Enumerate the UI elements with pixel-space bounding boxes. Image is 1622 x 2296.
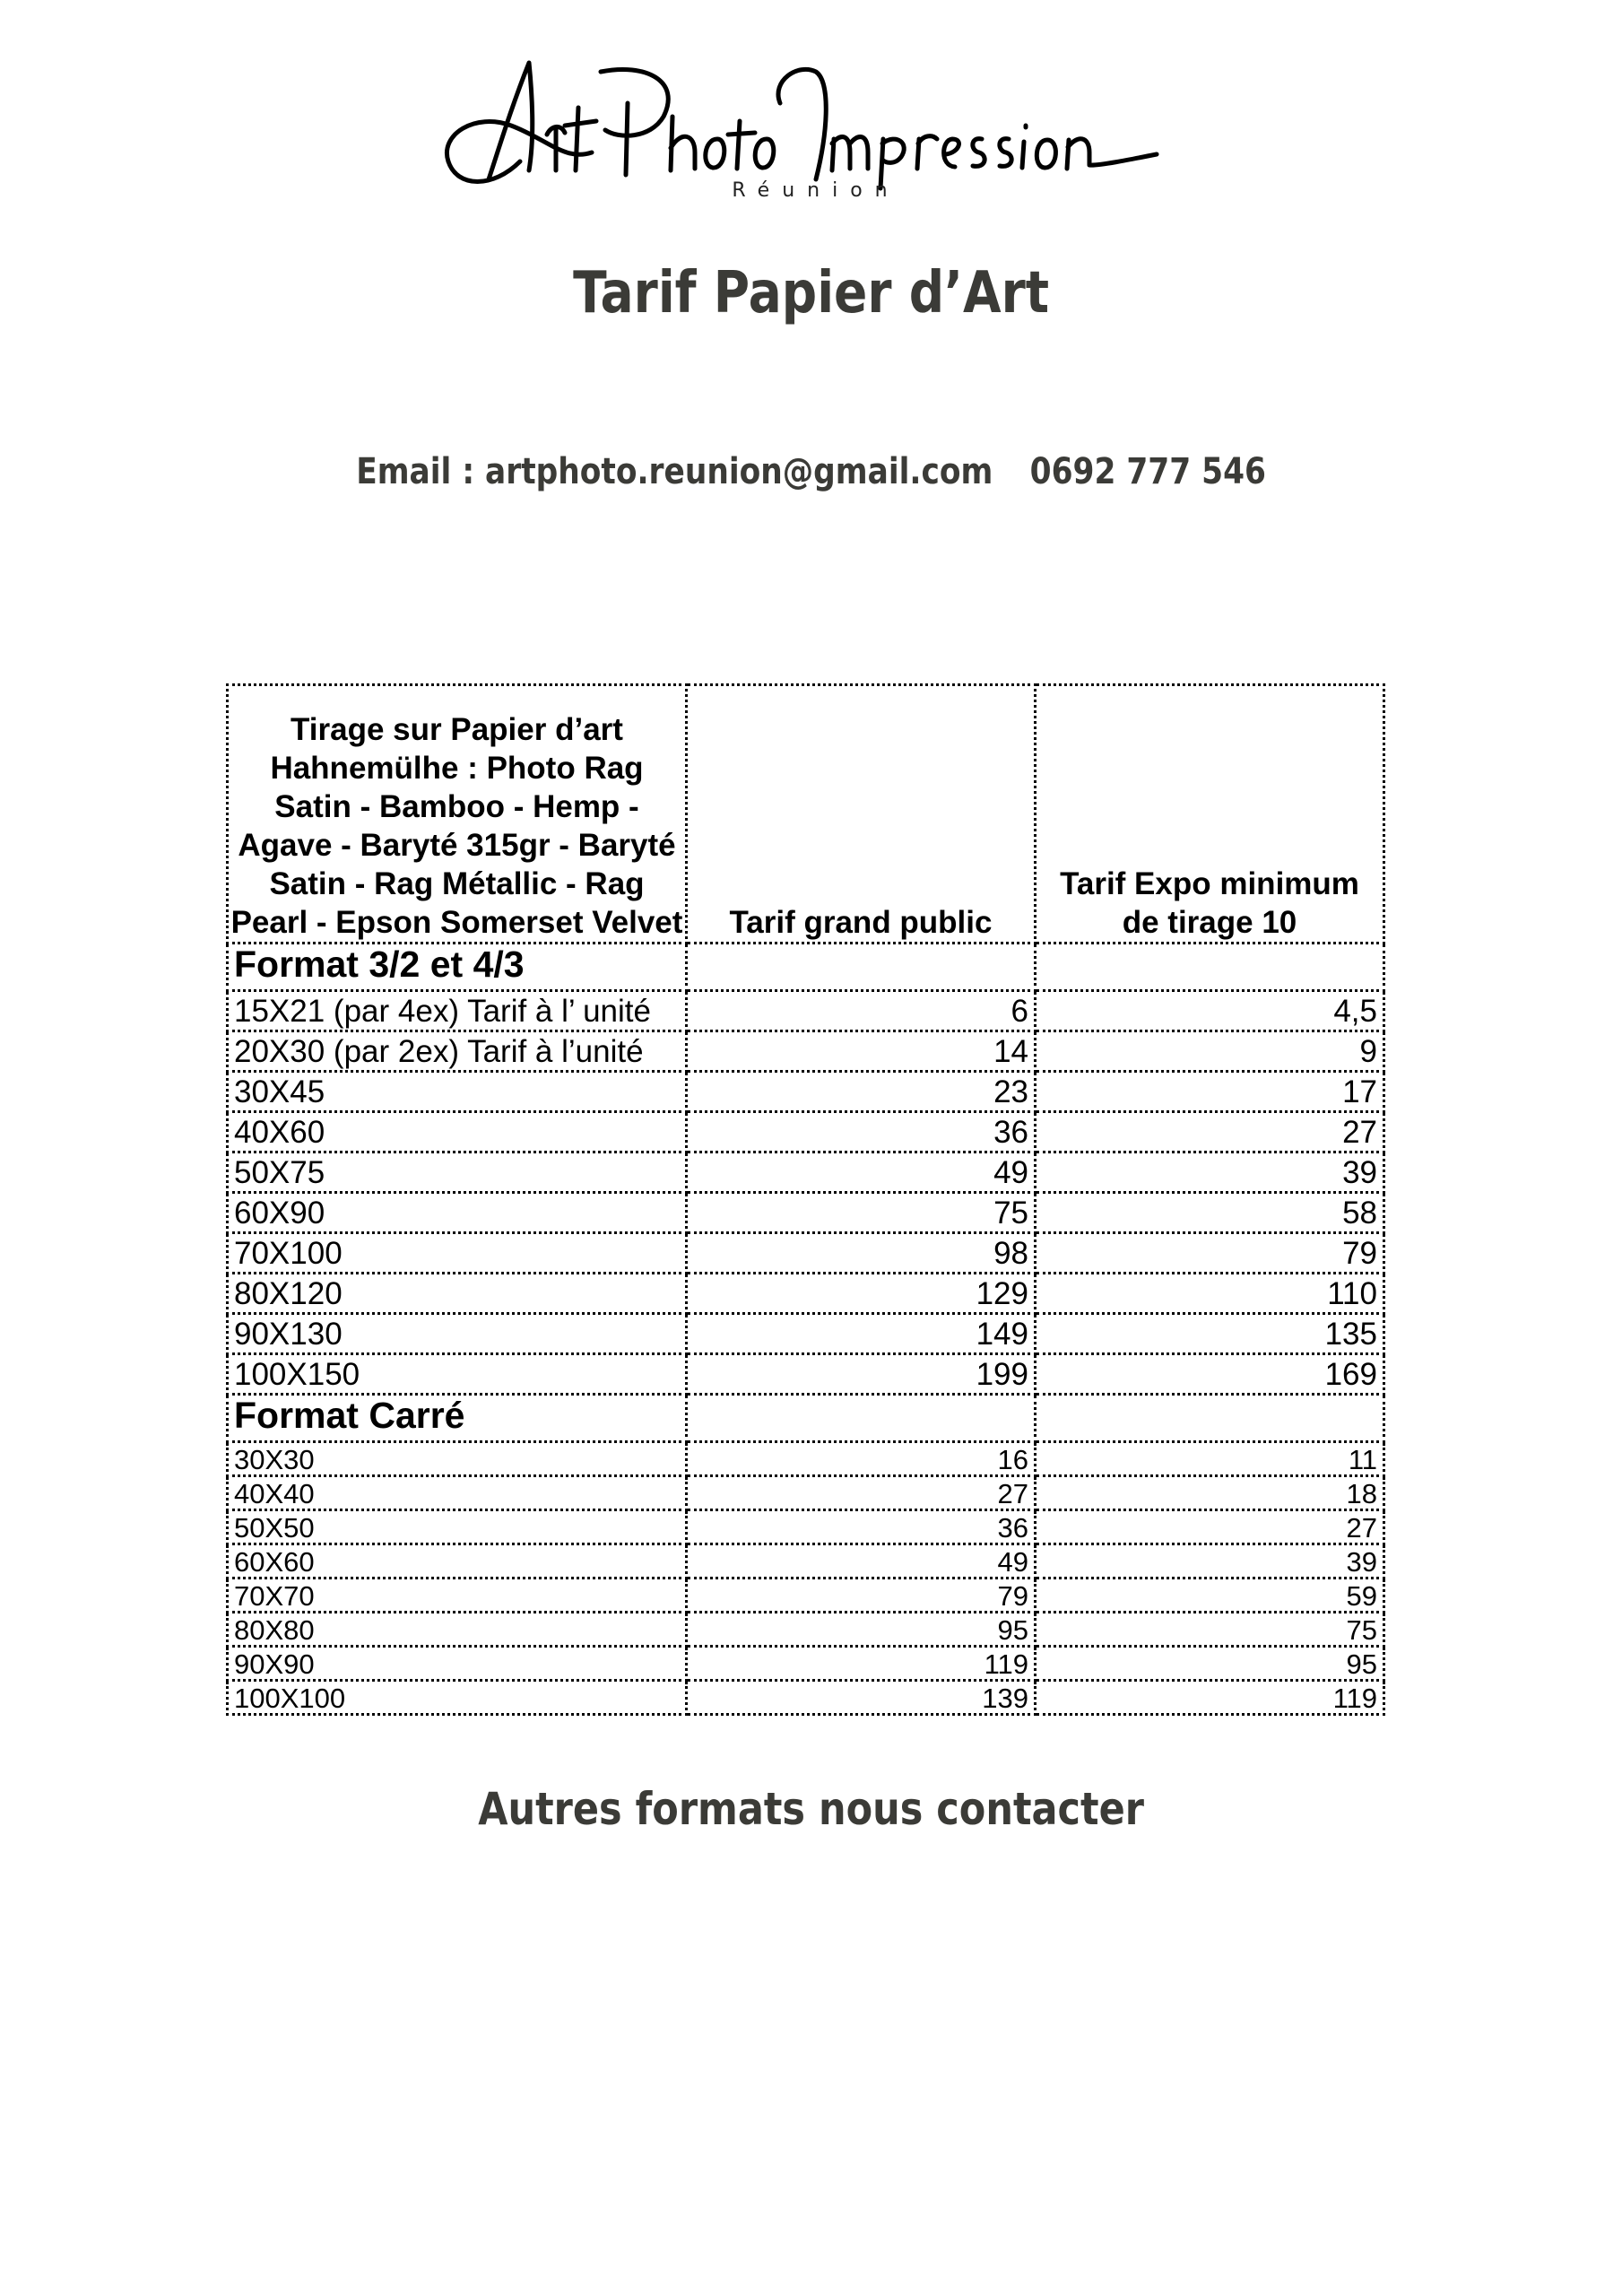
empty-cell <box>687 1395 1036 1442</box>
format-cell: 40X60 <box>228 1112 687 1152</box>
expo-price-cell: 39 <box>1036 1152 1384 1193</box>
table-row <box>228 1112 1384 1152</box>
public-price-cell: 199 <box>687 1354 1036 1395</box>
format-cell: 70X70 <box>228 1578 687 1613</box>
public-price-cell: 6 <box>687 991 1036 1031</box>
format-cell: 20X30 (par 2ex) Tarif à l’unité <box>228 1031 687 1072</box>
expo-price-cell: 27 <box>1036 1112 1384 1152</box>
public-price-cell: 36 <box>687 1510 1036 1544</box>
public-price-cell: 95 <box>687 1613 1036 1647</box>
empty-cell <box>687 944 1036 991</box>
expo-price-cell: 59 <box>1036 1578 1384 1613</box>
format-cell: 100X150 <box>228 1354 687 1395</box>
public-price-cell: 75 <box>687 1193 1036 1233</box>
page-title: Tarif Papier d’Art <box>573 260 1050 326</box>
public-price-cell: 98 <box>687 1233 1036 1274</box>
expo-price-cell: 9 <box>1036 1031 1384 1072</box>
table-row <box>228 1681 1384 1715</box>
public-price-cell: 149 <box>687 1314 1036 1354</box>
format-cell: 100X100 <box>228 1681 687 1715</box>
empty-cell <box>1036 1395 1384 1442</box>
format-cell: 15X21 (par 4ex) Tarif à l’ unité <box>228 991 687 1031</box>
expo-price-cell: 17 <box>1036 1072 1384 1112</box>
format-cell: 30X45 <box>228 1072 687 1112</box>
format-cell: 50X50 <box>228 1510 687 1544</box>
expo-price-cell: 95 <box>1036 1647 1384 1681</box>
public-price-cell: 139 <box>687 1681 1036 1715</box>
table-row <box>228 1193 1384 1233</box>
expo-price-cell: 169 <box>1036 1354 1384 1395</box>
public-price-cell: 27 <box>687 1476 1036 1510</box>
logo-subtitle: Réunion <box>732 179 900 202</box>
public-price-cell: 79 <box>687 1578 1036 1613</box>
section-title: Format 3/2 et 4/3 <box>228 944 687 991</box>
expo-price-cell: 39 <box>1036 1544 1384 1578</box>
public-price-cell: 16 <box>687 1442 1036 1476</box>
table-row <box>228 1233 1384 1274</box>
expo-price-cell: 4,5 <box>1036 991 1384 1031</box>
contact-phone[interactable]: 0692 777 546 <box>1029 451 1266 492</box>
public-price-cell: 119 <box>687 1647 1036 1681</box>
section-header-row <box>228 1395 1384 1442</box>
expo-price-cell: 27 <box>1036 1510 1384 1544</box>
table-row <box>228 1314 1384 1354</box>
public-price-cell: 14 <box>687 1031 1036 1072</box>
table-row <box>228 1647 1384 1681</box>
section-header-row <box>228 944 1384 991</box>
table-row <box>228 1072 1384 1112</box>
expo-price-cell: 58 <box>1036 1193 1384 1233</box>
table-row <box>228 1578 1384 1613</box>
expo-price-cell: 18 <box>1036 1476 1384 1510</box>
table-row <box>228 1476 1384 1510</box>
public-price-cell: 49 <box>687 1544 1036 1578</box>
format-cell: 30X30 <box>228 1442 687 1476</box>
brand-logo <box>421 54 1210 215</box>
footer-note: Autres formats nous contacter <box>478 1783 1144 1835</box>
table-row <box>228 1510 1384 1544</box>
table-row <box>228 1442 1384 1476</box>
price-table <box>226 683 1385 1716</box>
format-cell: 80X120 <box>228 1274 687 1314</box>
public-price-cell: 23 <box>687 1072 1036 1112</box>
format-cell: 60X90 <box>228 1193 687 1233</box>
expo-price-cell: 119 <box>1036 1681 1384 1715</box>
table-row <box>228 1031 1384 1072</box>
public-price-cell: 36 <box>687 1112 1036 1152</box>
format-cell: 60X60 <box>228 1544 687 1578</box>
format-cell: 40X40 <box>228 1476 687 1510</box>
format-cell: 80X80 <box>228 1613 687 1647</box>
format-cell: 70X100 <box>228 1233 687 1274</box>
format-cell: 50X75 <box>228 1152 687 1193</box>
public-price-cell: 49 <box>687 1152 1036 1193</box>
expo-price-cell: 11 <box>1036 1442 1384 1476</box>
header-expo-price: Tarif Expo minimum de tirage 10 <box>1036 685 1384 944</box>
table-row <box>228 991 1384 1031</box>
contact-email[interactable]: Email : artphoto.reunion@gmail.com <box>356 451 993 492</box>
format-cell: 90X90 <box>228 1647 687 1681</box>
table-row <box>228 1274 1384 1314</box>
expo-price-cell: 135 <box>1036 1314 1384 1354</box>
section-title: Format Carré <box>228 1395 687 1442</box>
expo-price-cell: 110 <box>1036 1274 1384 1314</box>
empty-cell <box>1036 944 1384 991</box>
expo-price-cell: 79 <box>1036 1233 1384 1274</box>
table-row <box>228 1354 1384 1395</box>
table-header-row <box>228 685 1384 944</box>
header-paper-description: Tirage sur Papier d’art Hahnemülhe : Photo Rag Satin - Bamboo - Hemp - Agave - Baryté 315gr - Baryté Satin - Rag Métallic - Rag Pearl - Epson Somerset Velvet <box>228 685 687 944</box>
table-row <box>228 1613 1384 1647</box>
contact-line <box>114 451 1509 492</box>
format-cell: 90X130 <box>228 1314 687 1354</box>
public-price-cell: 129 <box>687 1274 1036 1314</box>
table-row <box>228 1152 1384 1193</box>
expo-price-cell: 75 <box>1036 1613 1384 1647</box>
table-row <box>228 1544 1384 1578</box>
header-public-price: Tarif grand public <box>687 685 1036 944</box>
